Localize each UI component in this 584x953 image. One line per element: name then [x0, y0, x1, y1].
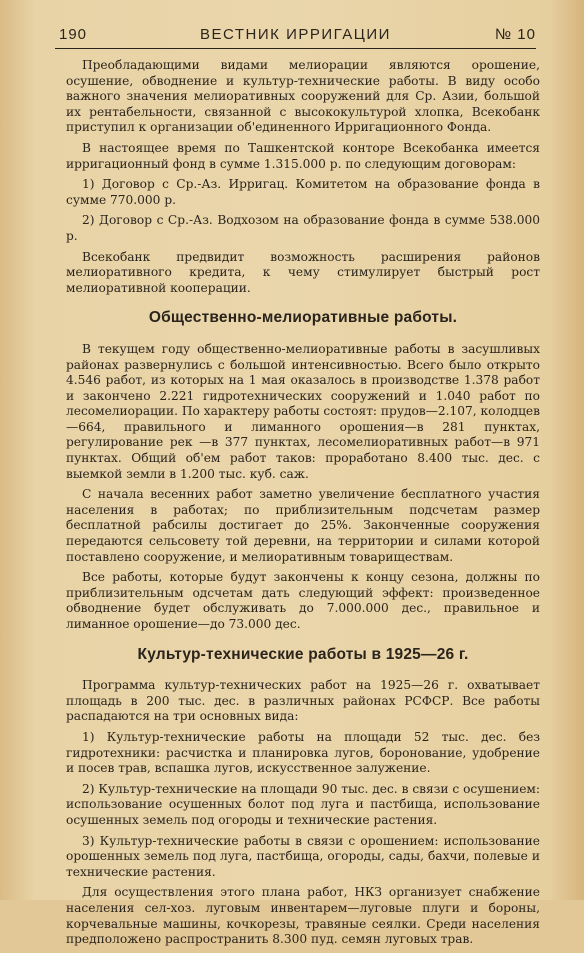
paragraph: Всекобанк предвидит возможность расширения районов мелиоративного кредита, к чему стимулирует быстрый рост мелиоративной кооперации.	[66, 249, 540, 295]
list-item: 3) Культур-технические работы в связи с орошением: использование орошенных земель под луга, пастбища, огороды, сады, бахчи, полевые и технические растения.	[66, 833, 540, 879]
section-heading: Культур-технические работы в 1925—26 г.	[137, 645, 469, 663]
issue-number: № 10	[495, 26, 536, 43]
paragraph: С начала весенних работ заметно увеличение бесплатного участия населения в работах; по приблизительным подсчетам размер бесплатной рабсилы достигает до 25%. Законченные сооружения передаются сельсовету той деревни, на территории и силами которой поставлено сооружение, и мелиоративным товариществам.	[66, 487, 540, 564]
paragraph: В настоящее время по Ташкентской конторе Всекобанка имеется ирригационный фонд в сумме 1.315.000 р. по следующим договорам:	[66, 140, 540, 171]
list-item: 2) Культур-технические на площади 90 тыс. дес. в связи с осушением: использование осушенных болот под луга и пастбища, использование осушенных земель под огороды и технические растения.	[66, 781, 540, 827]
page-number: 190	[59, 26, 88, 43]
list-item: 2) Договор с Ср.-Аз. Водхозом на образование фонда в сумме 538.000 р.	[66, 213, 540, 243]
journal-title: ВЕСТНИК ИРРИГАЦИИ	[200, 26, 391, 43]
paragraph: В текущем году общественно-мелиоративные работы в засушливых районах развернулись с большой интенсивностью. Всего было открыто 4.546 работ, из которых на 1 мая оказалось в производстве 1.378 работ и закончено 2.221 гидротехнических сооружений и 1.040 работ по лесомелиорации. По характеру работы состоят: прудов—2.107, колодцев—664, правильного и лиманного орошения—в 281 пунктах, регулирование рек —в 377 пунктах, лесомелиоративных работ—в 971 пунктах. Общий об'ем работ таков: проработано 8.400 тыс. дес. с выемкой земли в 1.200 тыс. куб. саж.	[66, 341, 540, 481]
paragraph: Преобладающими видами мелиорации являются орошение, осушение, обводнение и культур-технические работы. В виду особо важного значения мелиоративных сооружений для Ср. Азии, большой их рентабельности, связанной с высококультурой хлопка, Всекобанк приступил к организации об'единенного Ирригационного Фонда.	[66, 58, 540, 135]
paragraph: Программа культур-технических работ на 1925—26 г. охватывает площадь в 200 тыс. дес. в различных районах РСФСР. Все работы распадаются на три основных вида:	[66, 678, 540, 724]
section-heading: Общественно-мелиоративные работы.	[148, 309, 458, 327]
paragraph: Все работы, которые будут закончены к концу сезона, должны по приблизительным одсчетам дать следующий эффект: произведенное обводнение будет обслуживать до 7.000.000 дес., правильное и лиманное орошение—до 73.000 дес.	[66, 570, 540, 631]
paragraph: Для осуществления этого плана работ, НКЗ организует снабжение населения сел-хоз. луговым инвентарем—луговые плуги и бороны, корчевальные машины, кочкорезы, травяные сеялки. Среди населения предположено распространить 8.300 пуд. семян луговых трав.	[66, 885, 540, 947]
page-body	[66, 58, 540, 953]
list-item: 1) Договор с Ср.-Аз. Ирригац. Комитетом на образование фонда в сумме 770.000 р.	[66, 177, 540, 207]
list-item: 1) Культур-технические работы на площади 52 тыс. дес. без гидротехники: расчистка и планировка лугов, боронование, удобрение и посев трав, вспашка лугов, искусственное залужение.	[66, 729, 540, 776]
page-header	[55, 26, 536, 49]
